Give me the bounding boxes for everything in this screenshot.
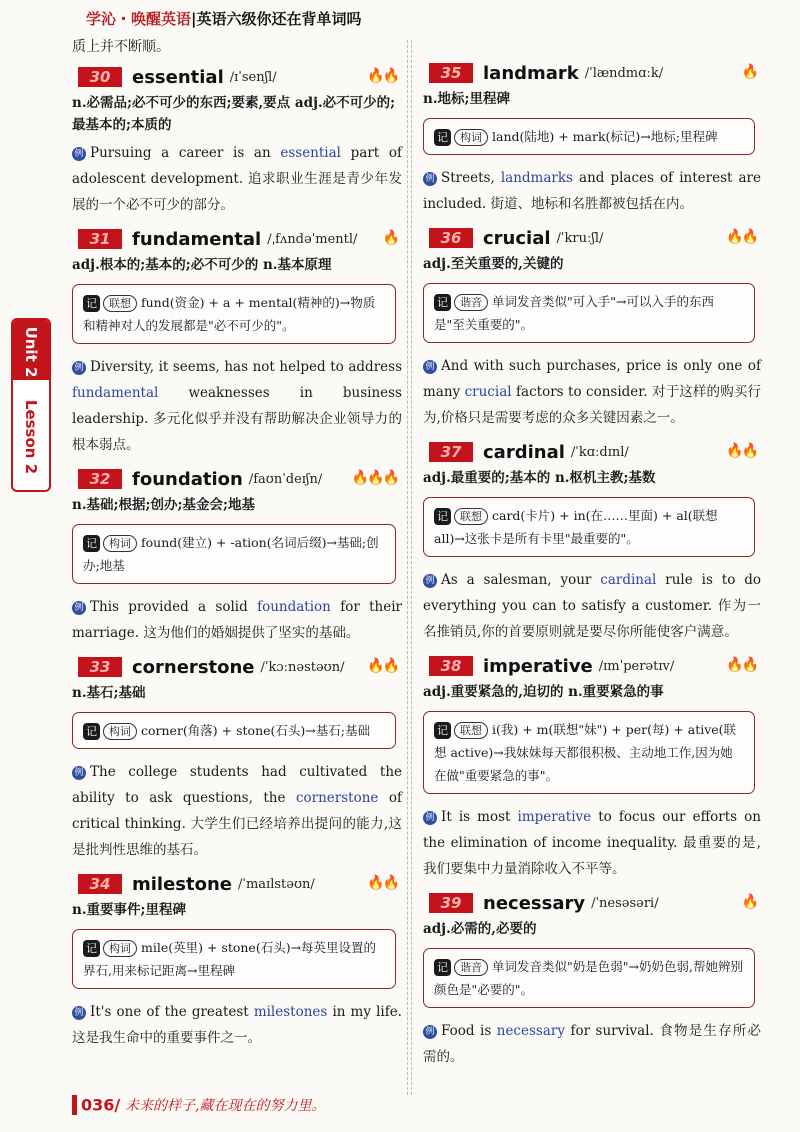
memory-tip-icon: 记: [83, 940, 100, 957]
entry-number: 31: [78, 229, 122, 249]
highlighted-word: necessary: [496, 1023, 565, 1039]
example-icon: 例: [423, 1025, 437, 1039]
frequency-flame-icon: 🔥🔥: [726, 443, 757, 459]
entry-number: 30: [78, 67, 122, 87]
tip-text: 单词发音类似"可入手"→可以入手的东西是"至关重要的"。: [434, 294, 714, 332]
tip-text: i(我) + m(联想"妹") + per(每) + ative(联想 active)→我妹妹每天都很积极、主动地工作,因为她在做"重要紧急的事"。: [434, 722, 737, 783]
headword: cardinal: [483, 441, 565, 463]
headword: essential: [132, 66, 224, 88]
frequency-flame-icon: 🔥🔥: [726, 657, 757, 673]
example-icon: 例: [72, 766, 86, 780]
unit-side-tab: [11, 318, 51, 492]
highlighted-word: landmarks: [500, 170, 573, 186]
header-brand: 学沁・唤醒英语: [86, 10, 192, 28]
highlighted-word: crucial: [464, 384, 512, 400]
entry-number: 34: [78, 874, 122, 894]
memory-tip: [423, 497, 755, 557]
tip-tag: 构词: [103, 535, 137, 552]
example-sentence: 例 This provided a solid foundation for their marriage. 这为他们的婚姻提供了坚实的基础。: [72, 599, 402, 641]
phonetic: /ˈmaɪlstəʊn/: [238, 876, 315, 892]
phonetic: /ˈkɑːdɪnl/: [570, 444, 629, 460]
example-sentence: 例 The college students had cultivated the ability to ask questions, the cornerstone of critical thinking. 大学生们已经培养出提问的能力,这是批判性思维的基石。: [72, 764, 402, 858]
vocab-entry: [72, 64, 402, 218]
entry-number: 32: [78, 469, 122, 489]
tip-tag: 联想: [103, 295, 137, 312]
headword: necessary: [483, 892, 586, 914]
example-sentence: 例 Diversity, it seems, has not helped to address fundamental weaknesses in business leadership. 多元化似乎并没有帮助解决企业领导力的根本弱点。: [72, 359, 402, 453]
page-header: [86, 8, 362, 29]
memory-tip-icon: 记: [434, 129, 451, 146]
meaning: adj.最重要的;基本的 n.枢机主教;基数: [423, 470, 656, 486]
right-column: [423, 58, 761, 1078]
highlighted-word: imperative: [517, 809, 592, 825]
memory-tip: [72, 284, 396, 344]
example-icon: 例: [72, 1006, 86, 1020]
tip-tag: 构词: [103, 940, 137, 957]
tip-text: card(卡片) + in(在……里面) + al(联想 all)→这张卡是所有卡里"最重要的"。: [434, 508, 718, 546]
entry-number: 36: [429, 228, 473, 248]
page-footer: [72, 1095, 325, 1115]
example-sentence: 例 It is most imperative to focus our efforts on the elimination of income inequality. 最重要的是,我们要集中力量消除收入不平等。: [423, 809, 761, 877]
frequency-flame-icon: 🔥🔥: [367, 68, 398, 84]
entry-number: 37: [429, 442, 473, 462]
phonetic: /ɪmˈperətɪv/: [598, 658, 675, 674]
entry-number: 38: [429, 656, 473, 676]
highlighted-word: cardinal: [600, 572, 657, 588]
continuation-text: 质上并不断顺。: [72, 39, 170, 55]
meaning: adj.必需的,必要的: [423, 921, 537, 937]
tip-tag: 谐音: [454, 294, 488, 311]
vocab-entry: [423, 653, 761, 882]
example-sentence: 例 Streets, landmarks and places of interest are included. 街道、地标和名胜都被包括在内。: [423, 170, 761, 212]
tip-tag: 构词: [103, 723, 137, 740]
frequency-flame-icon: 🔥🔥: [367, 875, 398, 891]
headword: foundation: [132, 468, 243, 490]
header-title: |英语六级你还在背单词吗: [191, 10, 362, 28]
footer-motto: 未来的样子,藏在现在的努力里。: [125, 1098, 326, 1114]
vocab-entry: [72, 654, 402, 863]
example-icon: 例: [72, 601, 86, 615]
vocab-entry: [72, 466, 402, 646]
column-divider: [407, 40, 412, 1095]
memory-tip: [423, 948, 755, 1008]
meaning: adj.重要紧急的,迫切的 n.重要紧急的事: [423, 684, 664, 700]
vocab-entry: [423, 439, 761, 645]
example-icon: 例: [72, 147, 86, 161]
example-icon: 例: [423, 172, 437, 186]
meaning: n.基础;根据;创办;基金会;地基: [72, 497, 255, 513]
headword: imperative: [483, 655, 593, 677]
example-icon: 例: [423, 574, 437, 588]
headword: fundamental: [132, 228, 262, 250]
memory-tip-icon: 记: [83, 535, 100, 552]
meaning: adj.至关重要的,关键的: [423, 256, 564, 272]
headword: crucial: [483, 227, 551, 249]
entry-number: 33: [78, 657, 122, 677]
frequency-flame-icon: 🔥: [741, 894, 757, 910]
phonetic: /faʊnˈdeɪʃn/: [248, 471, 323, 487]
phonetic: /ˌfʌndəˈmentl/: [267, 231, 358, 247]
memory-tip: [72, 712, 396, 749]
example-sentence: 例 And with such purchases, price is only one of many crucial factors to consider. 对于这样的购买行为,价格只是需要考虑的众多关键因素之一。: [423, 358, 762, 426]
memory-tip-icon: 记: [434, 722, 451, 739]
vocab-entry: [423, 60, 761, 217]
tip-text: found(建立) + -ation(名词后缀)→基础;创办;地基: [83, 535, 379, 573]
vocab-entry: [423, 890, 761, 1070]
example-sentence: 例 As a salesman, your cardinal rule is to do everything you can to satisfy a customer. 作为一名推销员,你的首要原则就是要尽你所能使客户满意。: [423, 572, 761, 640]
meaning: n.必需品;必不可少的东西;要素,要点 adj.必不可少的;最基本的;本质的: [72, 95, 396, 133]
phonetic: /ɪˈsenʃl/: [229, 69, 277, 85]
highlighted-word: fundamental: [72, 385, 159, 401]
meaning: n.地标;里程碑: [423, 91, 510, 107]
highlighted-word: foundation: [257, 599, 331, 615]
tip-text: fund(资金) + a + mental(精神的)→物质和精神对人的发展都是"必不可少的"。: [83, 295, 376, 333]
memory-tip: [423, 283, 755, 343]
phonetic: /ˈkɔːnəstəʊn/: [260, 659, 345, 675]
meaning: n.基石;基础: [72, 685, 146, 701]
tip-text: corner(角落) + stone(石头)→基石;基础: [141, 723, 370, 738]
headword: cornerstone: [132, 656, 255, 678]
example-sentence: 例 It's one of the greatest milestones in my life. 这是我生命中的重要事件之一。: [72, 1004, 402, 1046]
frequency-flame-icon: 🔥: [382, 230, 398, 246]
memory-tip-icon: 记: [83, 295, 100, 312]
memory-tip-icon: 记: [83, 723, 100, 740]
phonetic: /ˈlændmɑːk/: [584, 65, 664, 81]
highlighted-word: essential: [280, 145, 341, 161]
tip-tag: 联想: [454, 508, 488, 525]
memory-tip-icon: 记: [434, 959, 451, 976]
tip-tag: 联想: [454, 722, 488, 739]
example-icon: 例: [423, 360, 437, 374]
memory-tip-icon: 记: [434, 294, 451, 311]
page-number: 036/: [81, 1095, 121, 1115]
memory-tip: [72, 929, 396, 989]
highlighted-word: milestones: [253, 1004, 328, 1020]
highlighted-word: cornerstone: [295, 790, 379, 806]
tip-text: mile(英里) + stone(石头)→每英里设置的界石,用来标记距离→里程碑: [83, 940, 377, 978]
meaning: adj.根本的;基本的;必不可少的 n.基本原理: [72, 257, 332, 273]
vocab-entry: [72, 871, 402, 1051]
vocab-entry: [72, 226, 402, 458]
frequency-flame-icon: 🔥🔥🔥: [351, 470, 398, 486]
vocab-entry: [423, 225, 761, 431]
example-icon: 例: [423, 811, 437, 825]
phonetic: /ˈnesəsəri/: [591, 895, 659, 911]
frequency-flame-icon: 🔥: [741, 64, 757, 80]
memory-tip: [72, 524, 396, 584]
entry-number: 35: [429, 63, 473, 83]
example-icon: 例: [72, 361, 86, 375]
memory-tip: [423, 118, 755, 155]
tip-text: land(陆地) + mark(标记)→地标;里程碑: [492, 129, 718, 144]
left-column: [72, 36, 402, 1059]
memory-tip: [423, 711, 755, 794]
headword: milestone: [132, 873, 233, 895]
frequency-flame-icon: 🔥🔥: [726, 229, 757, 245]
headword: landmark: [483, 62, 579, 84]
tip-tag: 构词: [454, 129, 488, 146]
side-tab-lesson: Lesson 2: [22, 399, 40, 475]
entry-number: 39: [429, 893, 473, 913]
memory-tip-icon: 记: [434, 508, 451, 525]
side-tab-unit: Unit 2: [22, 326, 40, 378]
meaning: n.重要事件;里程碑: [72, 902, 186, 918]
example-sentence: 例 Pursuing a career is an essential part of adolescent development. 追求职业生涯是青少年发展的一个必不可少的部分。: [72, 145, 402, 213]
phonetic: /ˈkruːʃl/: [556, 230, 604, 246]
tip-tag: 谐音: [454, 959, 488, 976]
frequency-flame-icon: 🔥🔥: [367, 658, 398, 674]
tip-text: 单词发音类似"奶是色弱"→奶奶色弱,帮她辨别颜色是"必要的"。: [434, 959, 743, 997]
example-sentence: 例 Food is necessary for survival. 食物是生存所必需的。: [423, 1023, 761, 1065]
